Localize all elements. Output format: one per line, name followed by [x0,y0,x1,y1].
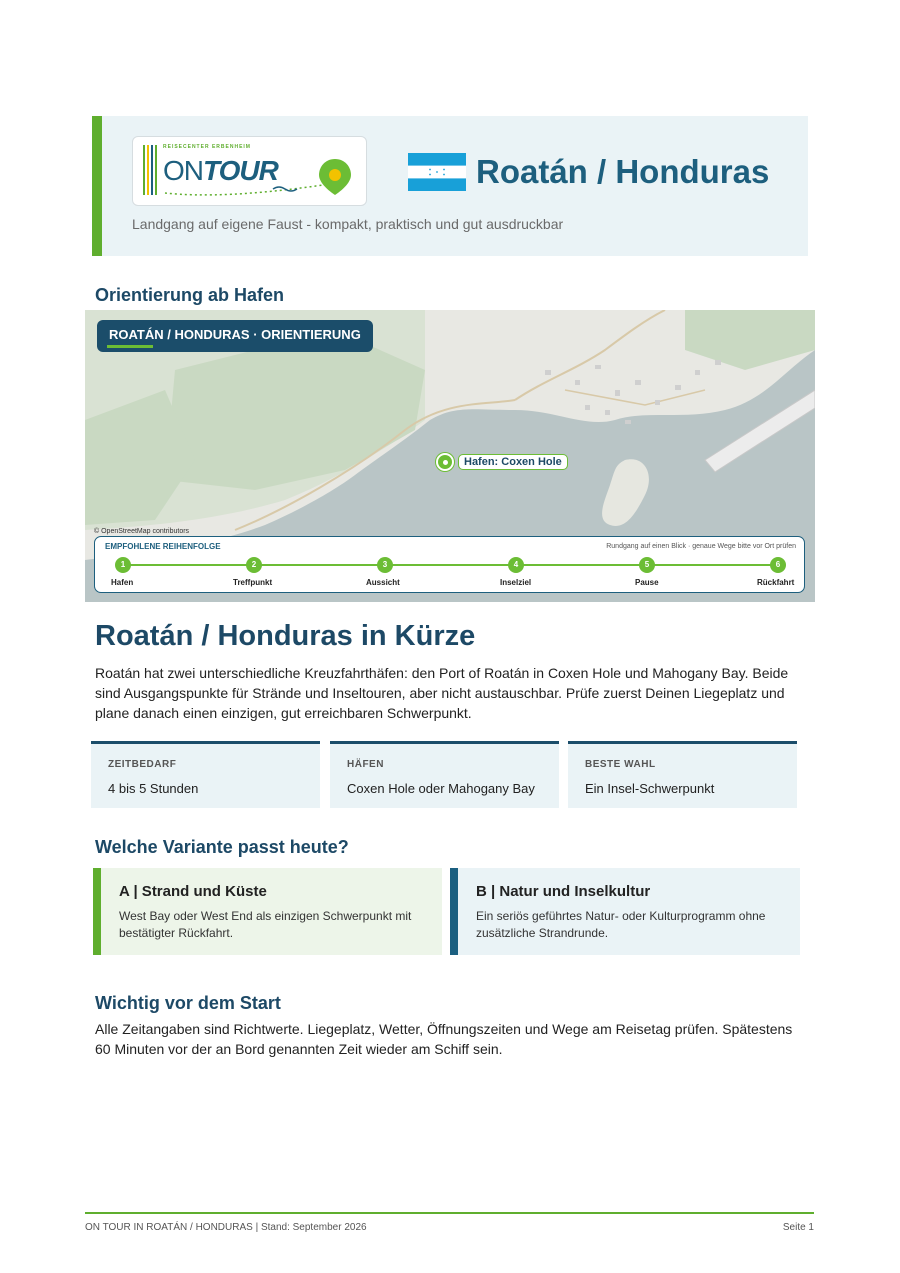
map-title-badge: ROATÁN / HONDURAS · ORIENTIERUNG [97,320,373,352]
route-step-5: 5 [639,557,655,573]
orientation-map [85,310,815,602]
variant-b-title: B | Natur und Inselkultur [476,883,651,900]
route-step-name: Inselziel [500,578,532,587]
variants-heading: Welche Variante passt heute? [95,837,349,857]
variant-b-text: Ein seriös geführtes Natur- oder Kulturprogramm ohne zusätzliche Strandrunde. [476,909,766,940]
map-pin-icon [317,157,353,197]
summary-title: Roatán / Honduras in Kürze [95,620,476,652]
fact-value: Ein Insel-Schwerpunkt [585,781,715,796]
page-number: Seite 1 [782,1222,814,1233]
fact-card [568,741,797,808]
route-label: EMPFOHLENE REIHENFOLGE [105,542,221,551]
header-banner [92,116,808,256]
fact-card [91,741,320,808]
fact-value: Coxen Hole oder Mahogany Bay [347,781,535,796]
route-step-name: Pause [635,578,659,587]
route-line [123,564,782,566]
variant-b-card [450,868,800,955]
fact-card [330,741,559,808]
route-panel [94,536,805,593]
map-title-underline [107,345,153,348]
ontour-logo [132,136,367,206]
variant-a-text: West Bay oder West End als einzigen Schwerpunkt mit bestätigter Rückfahrt. [119,909,412,940]
variant-a-card [93,868,442,955]
route-step-name: Rückfahrt [757,578,795,587]
logo-swoosh-icon [163,183,333,197]
logo-bars-icon [143,145,159,195]
route-step-name: Aussicht [366,578,400,587]
page-title: Roatán / Honduras [476,153,770,190]
important-heading: Wichtig vor dem Start [95,993,281,1013]
fact-value: 4 bis 5 Stunden [108,781,199,796]
route-step-1: 1 [115,557,131,573]
fact-label: ZEITBEDARF [108,759,177,770]
port-pin-icon [436,453,454,471]
honduras-flag-icon [408,153,466,191]
logo-wordmark: ONTOUR [163,155,278,186]
footer-divider [85,1212,814,1214]
orientation-heading: Orientierung ab Hafen [95,285,285,305]
route-step-name: Treffpunkt [233,578,273,587]
variant-a-title: A | Strand und Küste [119,883,267,900]
footer-text: ON TOUR IN ROATÁN / HONDURAS | Stand: September 2026 [85,1222,367,1233]
summary-intro: Roatán hat zwei unterschiedliche Kreuzfahrthäfen: den Port of Roatán in Coxen Hole und Mahogany Bay. Beide sind Ausgangspunkte für Strände und Inseltouren, aber nicht austauschbar. Prüfe zuerst Deinen Liegeplatz und plane danach einen einzigen, gut erreichbaren Schwerpunkt. [95,665,789,721]
fact-label: HÄFEN [347,759,384,770]
route-step-3: 3 [377,557,393,573]
route-step-2: 2 [246,557,262,573]
route-note: Rundgang auf einen Blick · genaue Wege bitte vor Ort prüfen [606,543,796,550]
port-label: Hafen: Coxen Hole [458,454,568,470]
fact-label: BESTE WAHL [585,759,656,770]
logo-tagline: REISECENTER ERBENHEIM [163,144,251,150]
route-step-4: 4 [508,557,524,573]
route-step-name: Hafen [111,578,134,587]
page-subtitle: Landgang auf eigene Faust - kompakt, praktisch und gut ausdruckbar [132,216,564,232]
map-attribution: © OpenStreetMap contributors [94,528,190,535]
port-marker[interactable] [436,453,568,471]
route-step-6: 6 [770,557,786,573]
important-text: Alle Zeitangaben sind Richtwerte. Liegeplatz, Wetter, Öffnungszeiten und Wege am Reisetag prüfen. Spätestens 60 Minuten vor der an Bord genannten Zeit wieder am Schiff sein. [95,1021,793,1057]
